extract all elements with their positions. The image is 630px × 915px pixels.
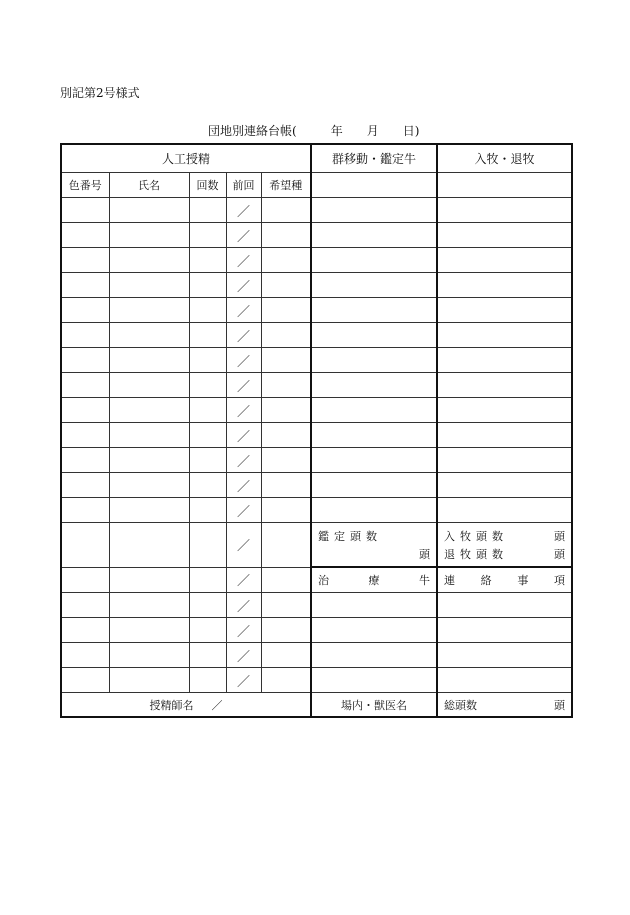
previous-cell[interactable] <box>226 567 261 593</box>
table-row <box>61 298 572 323</box>
gunido-cell[interactable] <box>311 323 437 348</box>
entry-cell[interactable] <box>109 498 189 523</box>
gunido-cell[interactable] <box>311 618 437 643</box>
table-row <box>61 448 572 473</box>
gunido-cell[interactable] <box>311 298 437 323</box>
entry-cell[interactable] <box>261 298 311 323</box>
entry-cell[interactable] <box>261 348 311 373</box>
slash-mark: ／ <box>236 229 250 245</box>
treatment-char: 牛 <box>419 574 431 587</box>
entry-cell[interactable] <box>261 567 311 593</box>
previous-cell[interactable] <box>226 448 261 473</box>
table-row <box>61 643 572 668</box>
gunido-cell[interactable] <box>311 668 437 693</box>
nyuboku-cell[interactable] <box>437 498 572 523</box>
title-year: 年 <box>330 124 343 138</box>
footer-total[interactable] <box>437 693 572 718</box>
previous-cell[interactable] <box>226 668 261 693</box>
header-nyuboku: 入牧・退牧 <box>437 144 572 173</box>
nyuboku-out-unit: 頭 <box>554 548 566 561</box>
entry-cell[interactable] <box>61 593 109 618</box>
nyuboku-cell[interactable] <box>437 348 572 373</box>
table-row <box>61 248 572 273</box>
slash-mark: ／ <box>236 574 250 590</box>
nyuboku-cell[interactable] <box>437 298 572 323</box>
nyuboku-cell[interactable] <box>437 323 572 348</box>
slash-mark: ／ <box>236 599 250 615</box>
entry-cell[interactable] <box>61 423 109 448</box>
entry-cell[interactable] <box>61 398 109 423</box>
slash-mark: ／ <box>236 504 250 520</box>
entry-cell[interactable] <box>189 593 226 618</box>
entry-cell[interactable] <box>261 323 311 348</box>
previous-cell[interactable] <box>226 593 261 618</box>
ledger-table <box>60 143 573 718</box>
entry-cell[interactable] <box>189 198 226 223</box>
form-number-label: 別記第2号様式 <box>60 86 140 100</box>
entry-cell[interactable] <box>61 668 109 693</box>
entry-cell[interactable] <box>261 618 311 643</box>
entry-cell[interactable] <box>61 567 109 593</box>
gunido-cell[interactable] <box>311 373 437 398</box>
entry-cell[interactable] <box>189 618 226 643</box>
entry-cell[interactable] <box>109 423 189 448</box>
table-row <box>61 223 572 248</box>
nyuboku-out-label: 退牧頭数 <box>444 548 509 561</box>
entry-cell[interactable] <box>61 198 109 223</box>
nyuboku-cell[interactable] <box>437 473 572 498</box>
slash-mark: ／ <box>236 379 250 395</box>
entry-cell[interactable] <box>61 473 109 498</box>
entry-cell[interactable] <box>109 567 189 593</box>
entry-cell[interactable] <box>189 323 226 348</box>
previous-cell[interactable] <box>226 298 261 323</box>
entry-cell[interactable] <box>109 323 189 348</box>
entry-cell[interactable] <box>109 198 189 223</box>
entry-cell[interactable] <box>61 618 109 643</box>
entry-cell[interactable] <box>261 523 311 568</box>
entry-cell[interactable] <box>189 248 226 273</box>
nyuboku-cell[interactable] <box>437 273 572 298</box>
entry-cell[interactable] <box>189 423 226 448</box>
gunido-cell[interactable] <box>311 173 437 198</box>
kantei-count-cell[interactable] <box>311 523 437 568</box>
gunido-cell[interactable] <box>311 398 437 423</box>
entry-cell[interactable] <box>109 448 189 473</box>
footer-vet[interactable]: 場内・獣医名 <box>311 693 437 718</box>
entry-cell[interactable] <box>189 373 226 398</box>
previous-cell[interactable] <box>226 323 261 348</box>
nyuboku-cell[interactable] <box>437 398 572 423</box>
col-header-previous: 前回 <box>226 173 261 198</box>
slash-mark: ／ <box>236 624 250 640</box>
slash-mark: ／ <box>236 254 250 270</box>
slash-mark: ／ <box>236 204 250 220</box>
entry-cell[interactable] <box>261 398 311 423</box>
total-unit: 頭 <box>554 698 566 712</box>
entry-cell[interactable] <box>109 618 189 643</box>
entry-cell[interactable] <box>109 373 189 398</box>
entry-cell[interactable] <box>61 248 109 273</box>
title-main: 団地別連絡台帳( <box>208 124 297 138</box>
entry-cell[interactable] <box>109 398 189 423</box>
slash-mark: ／ <box>236 304 250 320</box>
previous-cell[interactable] <box>226 423 261 448</box>
nyuboku-cell[interactable] <box>437 198 572 223</box>
previous-cell[interactable] <box>226 643 261 668</box>
entry-cell[interactable] <box>189 473 226 498</box>
title-month: 月 <box>366 124 379 138</box>
entry-cell[interactable] <box>261 373 311 398</box>
col-header-name: 氏名 <box>109 173 189 198</box>
nyuboku-cell[interactable] <box>437 448 572 473</box>
previous-cell[interactable] <box>226 398 261 423</box>
entry-cell[interactable] <box>61 323 109 348</box>
entry-cell[interactable] <box>109 593 189 618</box>
entry-cell[interactable] <box>189 273 226 298</box>
nyuboku-in-unit: 頭 <box>554 530 566 543</box>
entry-cell[interactable] <box>189 567 226 593</box>
entry-cell[interactable] <box>109 298 189 323</box>
entry-cell[interactable] <box>261 498 311 523</box>
entry-cell[interactable] <box>61 223 109 248</box>
header-ai: 人工授精 <box>61 144 311 173</box>
title-day: 日) <box>402 124 420 138</box>
nyuboku-cell[interactable] <box>437 223 572 248</box>
gunido-cell[interactable] <box>311 248 437 273</box>
header-gunido: 群移動・鑑定牛 <box>311 144 437 173</box>
previous-cell[interactable] <box>226 198 261 223</box>
kantei-count-unit: 頭 <box>419 548 431 561</box>
entry-rows-upper <box>61 198 572 523</box>
previous-cell[interactable] <box>226 223 261 248</box>
gunido-cell[interactable] <box>311 448 437 473</box>
table-row <box>61 398 572 423</box>
nyuboku-cell[interactable] <box>437 248 572 273</box>
gunido-cell[interactable] <box>311 273 437 298</box>
table-row <box>61 423 572 448</box>
gunido-cell[interactable] <box>311 473 437 498</box>
notes-header <box>437 567 572 593</box>
entry-cell[interactable] <box>261 248 311 273</box>
notes-char: 絡 <box>480 574 492 587</box>
slash-mark: ／ <box>236 454 250 470</box>
entry-cell[interactable] <box>189 223 226 248</box>
slash-mark: ／ <box>236 329 250 345</box>
slash-mark: ／ <box>236 539 250 555</box>
gunido-cell[interactable] <box>311 348 437 373</box>
entry-cell[interactable] <box>61 373 109 398</box>
entry-cell[interactable] <box>109 668 189 693</box>
table-row <box>61 348 572 373</box>
footer-ai-technician[interactable] <box>61 693 311 718</box>
previous-cell[interactable] <box>226 348 261 373</box>
slash-mark: ／ <box>236 279 250 295</box>
document-title <box>208 122 419 139</box>
gunido-cell[interactable] <box>311 423 437 448</box>
nyuboku-cell[interactable] <box>437 373 572 398</box>
entry-cell[interactable] <box>189 298 226 323</box>
previous-cell[interactable] <box>226 473 261 498</box>
entry-cell[interactable] <box>61 523 109 568</box>
table-row <box>61 593 572 618</box>
notes-char: 連 <box>444 574 456 587</box>
table-row <box>61 198 572 223</box>
entry-cell[interactable] <box>261 668 311 693</box>
previous-cell[interactable] <box>226 373 261 398</box>
entry-cell[interactable] <box>261 473 311 498</box>
treatment-header <box>311 567 437 593</box>
table-row <box>61 498 572 523</box>
entry-cell[interactable] <box>61 298 109 323</box>
entry-cell[interactable] <box>109 523 189 568</box>
previous-cell[interactable] <box>226 273 261 298</box>
previous-cell[interactable] <box>226 618 261 643</box>
entry-cell[interactable] <box>189 348 226 373</box>
nyuboku-cell[interactable] <box>437 593 572 618</box>
nyuboku-count-cell[interactable] <box>437 523 572 568</box>
entry-cell[interactable] <box>109 348 189 373</box>
previous-cell[interactable] <box>226 248 261 273</box>
entry-cell[interactable] <box>109 273 189 298</box>
gunido-cell[interactable] <box>311 198 437 223</box>
nyuboku-in-label: 入牧頭数 <box>444 530 509 543</box>
entry-cell[interactable] <box>109 473 189 498</box>
notes-char: 事 <box>517 574 529 587</box>
entry-cell[interactable] <box>189 498 226 523</box>
table-row <box>61 668 572 693</box>
entry-cell[interactable] <box>61 348 109 373</box>
nyuboku-cell[interactable] <box>437 668 572 693</box>
gunido-cell[interactable] <box>311 498 437 523</box>
nyuboku-cell[interactable] <box>437 173 572 198</box>
entry-cell[interactable] <box>189 643 226 668</box>
entry-cell[interactable] <box>109 248 189 273</box>
table-row <box>61 618 572 643</box>
col-header-color-number: 色番号 <box>61 173 109 198</box>
kantei-count-label: 鑑定頭数 <box>318 530 383 543</box>
entry-cell[interactable] <box>189 523 226 568</box>
slash-mark: ／ <box>211 698 223 712</box>
notes-char: 項 <box>553 574 565 587</box>
entry-cell[interactable] <box>261 593 311 618</box>
entry-rows-lower <box>61 593 572 693</box>
slash-mark: ／ <box>236 354 250 370</box>
slash-mark: ／ <box>236 649 250 665</box>
total-label: 総頭数 <box>444 698 478 712</box>
entry-cell[interactable] <box>61 498 109 523</box>
entry-cell[interactable] <box>261 198 311 223</box>
entry-cell[interactable] <box>61 643 109 668</box>
entry-cell[interactable] <box>189 448 226 473</box>
slash-mark: ／ <box>236 404 250 420</box>
nyuboku-cell[interactable] <box>437 618 572 643</box>
entry-cell[interactable] <box>261 448 311 473</box>
slash-mark: ／ <box>236 479 250 495</box>
entry-cell[interactable] <box>261 643 311 668</box>
gunido-cell[interactable] <box>311 593 437 618</box>
table-row <box>61 373 572 398</box>
entry-cell[interactable] <box>109 643 189 668</box>
entry-cell[interactable] <box>189 398 226 423</box>
entry-cell[interactable] <box>61 273 109 298</box>
entry-cell[interactable] <box>261 223 311 248</box>
ai-technician-label: 授精師名 <box>149 698 194 712</box>
gunido-cell[interactable] <box>311 643 437 668</box>
col-header-desired-breed: 希望種 <box>261 173 311 198</box>
previous-cell[interactable] <box>226 523 261 568</box>
table-row <box>61 273 572 298</box>
treatment-char: 療 <box>368 574 380 587</box>
treatment-char: 治 <box>318 574 330 587</box>
entry-cell[interactable] <box>261 423 311 448</box>
entry-cell[interactable] <box>109 223 189 248</box>
slash-mark: ／ <box>236 429 250 445</box>
table-row <box>61 323 572 348</box>
previous-cell[interactable] <box>226 498 261 523</box>
slash-mark: ／ <box>236 674 250 690</box>
entry-cell[interactable] <box>61 448 109 473</box>
entry-cell[interactable] <box>189 668 226 693</box>
nyuboku-cell[interactable] <box>437 423 572 448</box>
col-header-count: 回数 <box>189 173 226 198</box>
gunido-cell[interactable] <box>311 223 437 248</box>
table-row <box>61 473 572 498</box>
nyuboku-cell[interactable] <box>437 643 572 668</box>
entry-cell[interactable] <box>261 273 311 298</box>
